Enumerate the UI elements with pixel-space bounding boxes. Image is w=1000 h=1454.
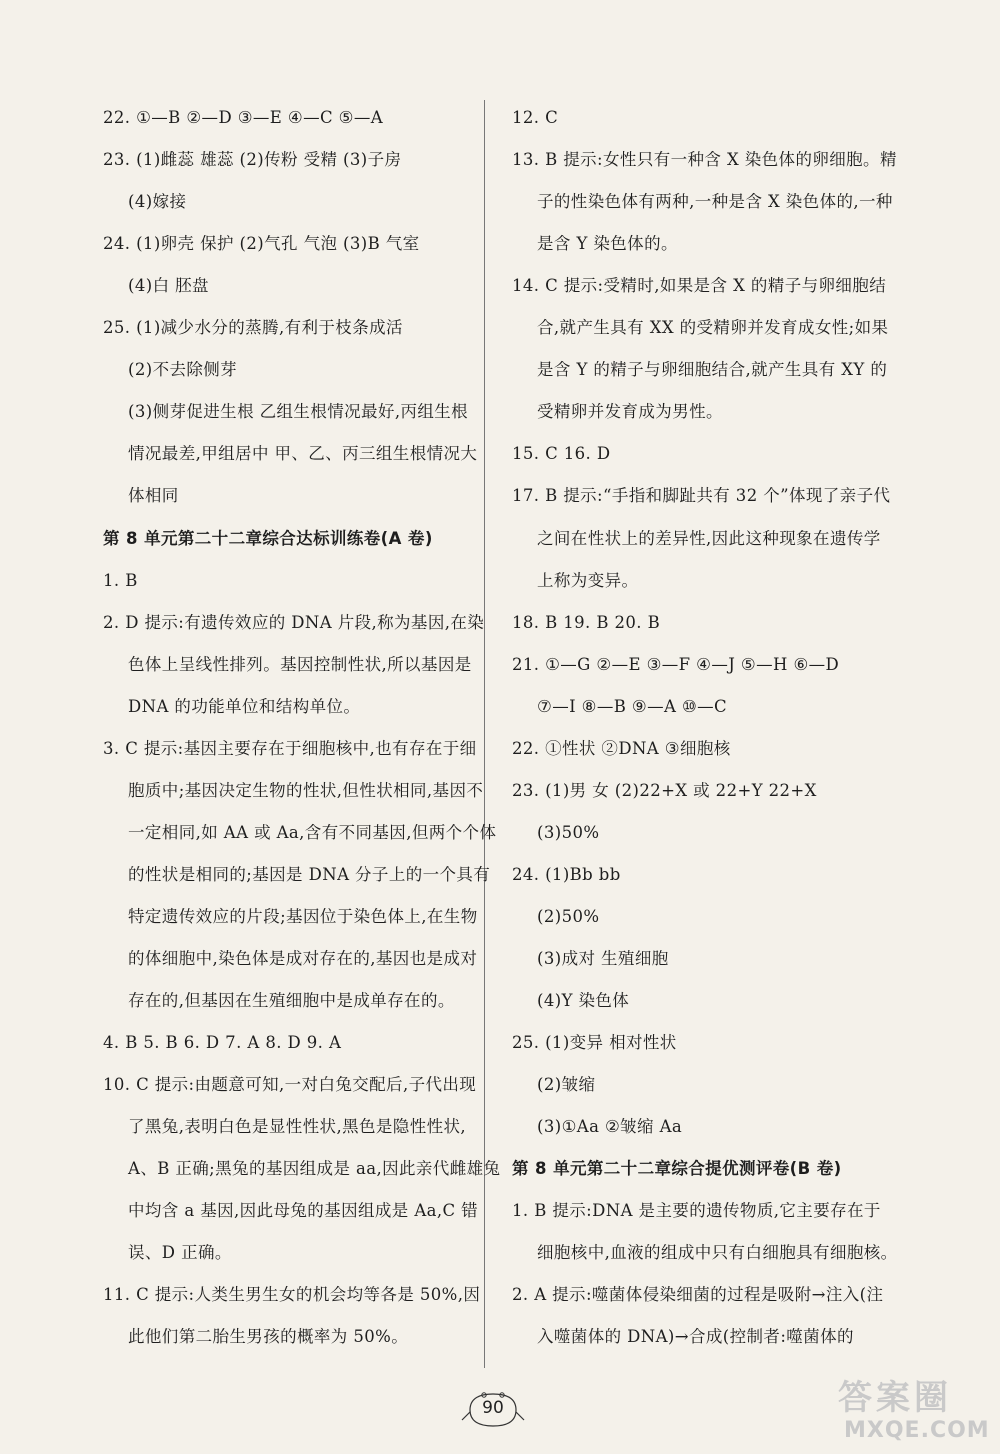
right-line: 12. C [512, 108, 559, 127]
page-number-badge [456, 1390, 530, 1430]
right-line: 13. B 提示:女性只有一种含 X 染色体的卵细胞。精 [512, 150, 897, 169]
right-line: 合,就产生具有 XX 的受精卵并发育成女性;如果 [537, 318, 889, 337]
left-line: 23. (1)雌蕊 雄蕊 (2)传粉 受精 (3)子房 [103, 150, 402, 169]
right-line: 是含 Y 染色体的。 [537, 234, 678, 253]
right-line: 17. B 提示:“手指和脚趾共有 32 个”体现了亲子代 [512, 486, 891, 505]
left-line: 中均含 a 基因,因此母兔的基因组成是 Aa,C 错 [128, 1201, 479, 1220]
right-line: (2)皱缩 [537, 1075, 596, 1094]
left-line: 3. C 提示:基因主要存在于细胞核中,也有存在于细 [103, 739, 477, 758]
right-line: ⑦—I ⑧—B ⑨—A ⑩—C [537, 697, 728, 716]
right-line: (3)成对 生殖细胞 [537, 949, 669, 968]
watermark-title: 答案圈 [838, 1378, 952, 1418]
right-line: 1. B 提示:DNA 是主要的遗传物质,它主要存在于 [512, 1201, 881, 1220]
right-line: 14. C 提示:受精时,如果是含 X 的精子与卵细胞结 [512, 276, 887, 295]
left-line: (4)白 胚盘 [128, 276, 209, 295]
left-line: 的性状是相同的;基因是 DNA 分子上的一个具有 [128, 865, 491, 884]
right-line: 是含 Y 的精子与卵细胞结合,就产生具有 XY 的 [537, 360, 888, 379]
left-line: (3)侧芽促进生根 乙组生根情况最好,丙组生根 [128, 402, 469, 421]
right-line: (3)50% [537, 823, 600, 842]
right-line: 21. ①—G ②—E ③—F ④—J ⑤—H ⑥—D [512, 655, 840, 674]
right-line: (3)①Aa ②皱缩 Aa [537, 1117, 683, 1136]
left-line: A、B 正确;黑兔的基因组成是 aa,因此亲代雌雄兔 [128, 1159, 501, 1178]
page-number: 90 [482, 1398, 504, 1418]
right-line: 25. (1)变异 相对性状 [512, 1033, 677, 1052]
left-line: 了黑兔,表明白色是显性性状,黑色是隐性性状, [128, 1117, 467, 1136]
right-line: 22. ①性状 ②DNA ③细胞核 [512, 739, 731, 758]
left-line: 10. C 提示:由题意可知,一对白兔交配后,子代出现 [103, 1075, 477, 1094]
right-line: 15. C 16. D [512, 444, 611, 463]
left-line: 4. B 5. B 6. D 7. A 8. D 9. A [103, 1033, 342, 1052]
right-line: 入噬菌体的 DNA)→合成(控制者:噬菌体的 [537, 1327, 854, 1346]
left-line: 特定遗传效应的片段;基因位于染色体上,在生物 [128, 907, 478, 926]
left-line: 1. B [103, 571, 138, 590]
right-line: 受精卵并发育成为男性。 [537, 402, 723, 421]
right-line: 上称为变异。 [537, 571, 639, 590]
right-line: 18. B 19. B 20. B [512, 613, 661, 632]
left-line: 的体细胞中,染色体是成对存在的,基因也是成对 [128, 949, 478, 968]
left-line: 误、D 正确。 [128, 1243, 232, 1262]
left-line: 11. C 提示:人类生男生女的机会均等各是 50%,因 [103, 1285, 481, 1304]
right-line: 子的性染色体有两种,一种是含 X 染色体的,一种 [537, 192, 893, 211]
right-line: (2)50% [537, 907, 600, 926]
left-line: 一定相同,如 AA 或 Aa,含有不同基因,但两个个体 [128, 823, 497, 842]
left-line: 胞质中;基因决定生物的性状,但性状相同,基因不 [128, 781, 484, 800]
left-line: 此他们第二胎生男孩的概率为 50%。 [128, 1327, 409, 1346]
left-line: 22. ①—B ②—D ③—E ④—C ⑤—A [103, 108, 384, 127]
left-line: 24. (1)卵壳 保护 (2)气孔 气泡 (3)B 气室 [103, 234, 420, 253]
left-line: 25. (1)减少水分的蒸腾,有利于枝条成活 [103, 318, 403, 337]
left-line: 体相同 [128, 486, 179, 505]
watermark-url: MXQE.COM [844, 1418, 990, 1443]
left-line: 色体上呈线性排列。基因控制性状,所以基因是 [128, 655, 472, 674]
left-line: (2)不去除侧芽 [128, 360, 238, 379]
section-heading-a: 第 8 单元第二十二章综合达标训练卷(A 卷) [103, 529, 433, 548]
right-line: 细胞核中,血液的组成中只有白细胞具有细胞核。 [537, 1243, 898, 1262]
left-line: 情况最差,甲组居中 甲、乙、丙三组生根情况大 [128, 444, 478, 463]
left-line: 存在的,但基因在生殖细胞中是成单存在的。 [128, 991, 455, 1010]
right-line: 之间在性状上的差异性,因此这种现象在遗传学 [537, 529, 881, 548]
section-heading-b: 第 8 单元第二十二章综合提优测评卷(B 卷) [512, 1159, 842, 1178]
right-line: 24. (1)Bb bb [512, 865, 621, 884]
right-line: (4)Y 染色体 [537, 991, 630, 1010]
left-line: DNA 的功能单位和结构单位。 [128, 697, 361, 716]
right-line: 2. A 提示:噬菌体侵染细菌的过程是吸附→注入(注 [512, 1285, 884, 1304]
left-line: 2. D 提示:有遗传效应的 DNA 片段,称为基因,在染 [103, 613, 485, 632]
watermark-logo [830, 1370, 1000, 1454]
right-line: 23. (1)男 女 (2)22+X 或 22+Y 22+X [512, 781, 817, 800]
left-line: (4)嫁接 [128, 192, 187, 211]
